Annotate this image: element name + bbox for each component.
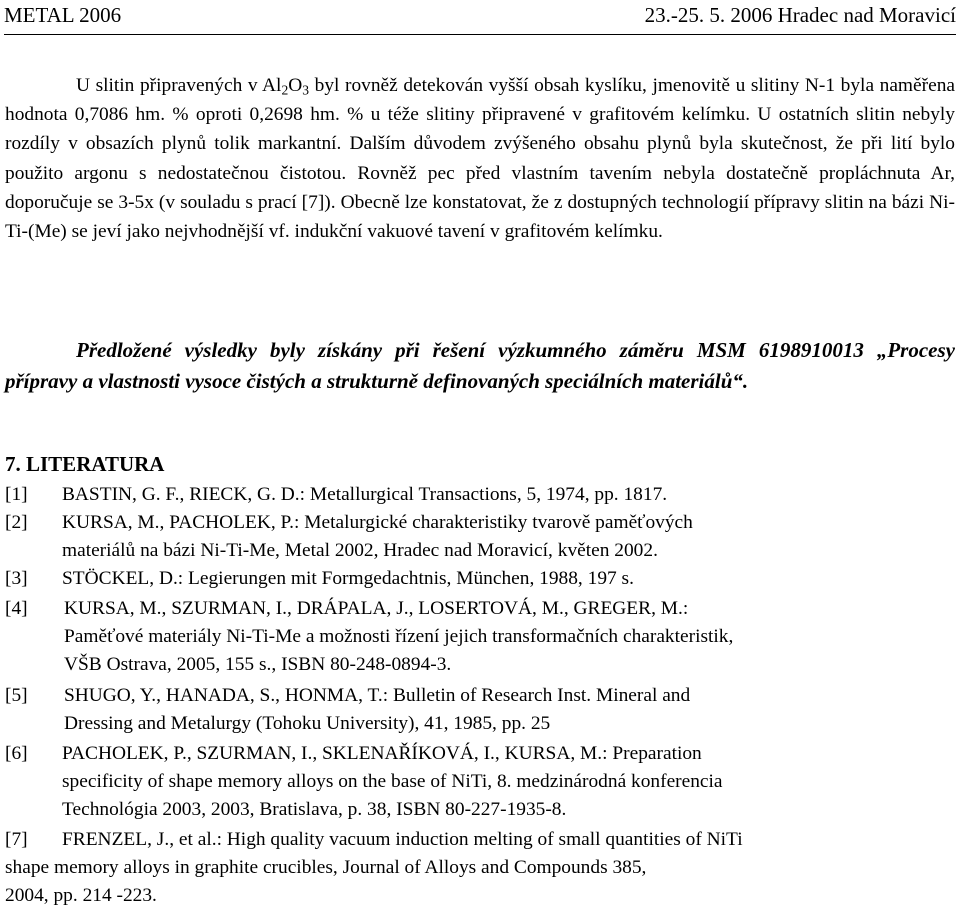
literature-heading: 7. LITERATURA — [5, 452, 165, 476]
reference-number: [3] — [5, 568, 28, 589]
body-paragraph: U slitin připravených v $Al_2O_3$ byl rovněž detekován vyšší obsah kyslíku, jmenovitě u slitiny N-1 byla naměřena hodnota 0,7086 hm. % oproti 0,2698 hm. % u téže slitiny připravené v grafitovém kelímku. U ostatních slitin nebyly rozdíly v obsazích plynů tolik markantní. Dalším důvodem zvýšeného obsahu plynů byla skutečnost, že při lití bylo použito argonu s nedostatečnou čistotou. Rovněž pec před vlastním tavením nebyla dostatečně propláchnuta Ar, doporučuje se 3-5x (v souladu s prací [7]). Obecně lze konstatovat, že z dostupných technologií přípravy slitin na bázi Ni-Ti-(Me) se jeví jako nejvhodnější vf. indukční vakuové tavení v grafitovém kelímku. — [5, 75, 955, 243]
reference-number: [4] — [5, 598, 28, 619]
reference-5 — [5, 682, 955, 738]
reference-text-line: PACHOLEK, P., SZURMAN, I., SKLENAŘÍKOVÁ, I., KURSA, M.: Preparation — [62, 743, 702, 764]
reference-text-line: materiálů na bázi Ni-Ti-Me, Metal 2002, Hradec nad Moravicí, květen 2002. — [62, 539, 658, 561]
reference-number: [1] — [5, 484, 28, 505]
conference-name: METAL 2006 — [4, 3, 122, 27]
reference-text-line: VŠB Ostrava, 2005, 155 s., ISBN 80-248-0894-3. — [64, 653, 452, 675]
reference-text-line: KURSA, M., PACHOLEK, P.: Metalurgické charakteristiky tvarově paměťových — [62, 512, 693, 533]
reference-text-line: FRENZEL, J., et al.: High quality vacuum induction melting of small quantities of NiTi — [62, 829, 743, 850]
reference-text-line: 2004, pp. 214 -223. — [5, 884, 157, 906]
acknowledgement: Předložené výsledky byly získány při řešení výzkumného záměru MSM 6198910013 „Procesy přípravy a vlastnosti vysoce čistých a strukturně definovaných speciálních materiálů“. — [5, 338, 955, 393]
reference-number: [2] — [5, 512, 28, 533]
reference-number: [7] — [5, 829, 28, 850]
page-header — [4, 0, 956, 35]
reference-number: [6] — [5, 743, 28, 764]
reference-7 — [5, 826, 955, 909]
reference-6 — [5, 740, 955, 823]
reference-text-line: shape memory alloys in graphite crucibles, Journal of Alloys and Compounds 385, — [5, 856, 647, 878]
reference-text-line: Technológia 2003, 2003, Bratislava, p. 38, ISBN 80-227-1935-8. — [62, 798, 567, 820]
reference-text: BASTIN, G. F., RIECK, G. D.: Metallurgical Transactions, 5, 1974, pp. 1817. — [62, 484, 668, 505]
conference-date-place: 23.-25. 5. 2006 Hradec nad Moravicí — [644, 3, 956, 27]
reference-number: [5] — [5, 685, 28, 706]
reference-text: STÖCKEL, D.: Legierungen mit Formgedachtnis, München, 1988, 197 s. — [62, 568, 634, 589]
reference-text-line: specificity of shape memory alloys on the base of NiTi, 8. medzinárodná konferencia — [62, 770, 723, 792]
reference-text-line: KURSA, M., SZURMAN, I., DRÁPALA, J., LOSERTOVÁ, M., GREGER, M.: — [64, 598, 689, 619]
reference-text-line: Dressing and Metalurgy (Tohoku University), 41, 1985, pp. 25 — [64, 712, 551, 734]
reference-3 — [5, 565, 955, 593]
reference-2 — [5, 509, 955, 565]
reference-1 — [5, 481, 955, 509]
reference-text-line: Paměťové materiály Ni-Ti-Me a možnosti řízení jejich transformačních charakteristik, — [64, 625, 734, 647]
reference-text-line: SHUGO, Y., HANADA, S., HONMA, T.: Bulletin of Research Inst. Mineral and — [64, 685, 691, 706]
reference-4 — [5, 595, 955, 678]
